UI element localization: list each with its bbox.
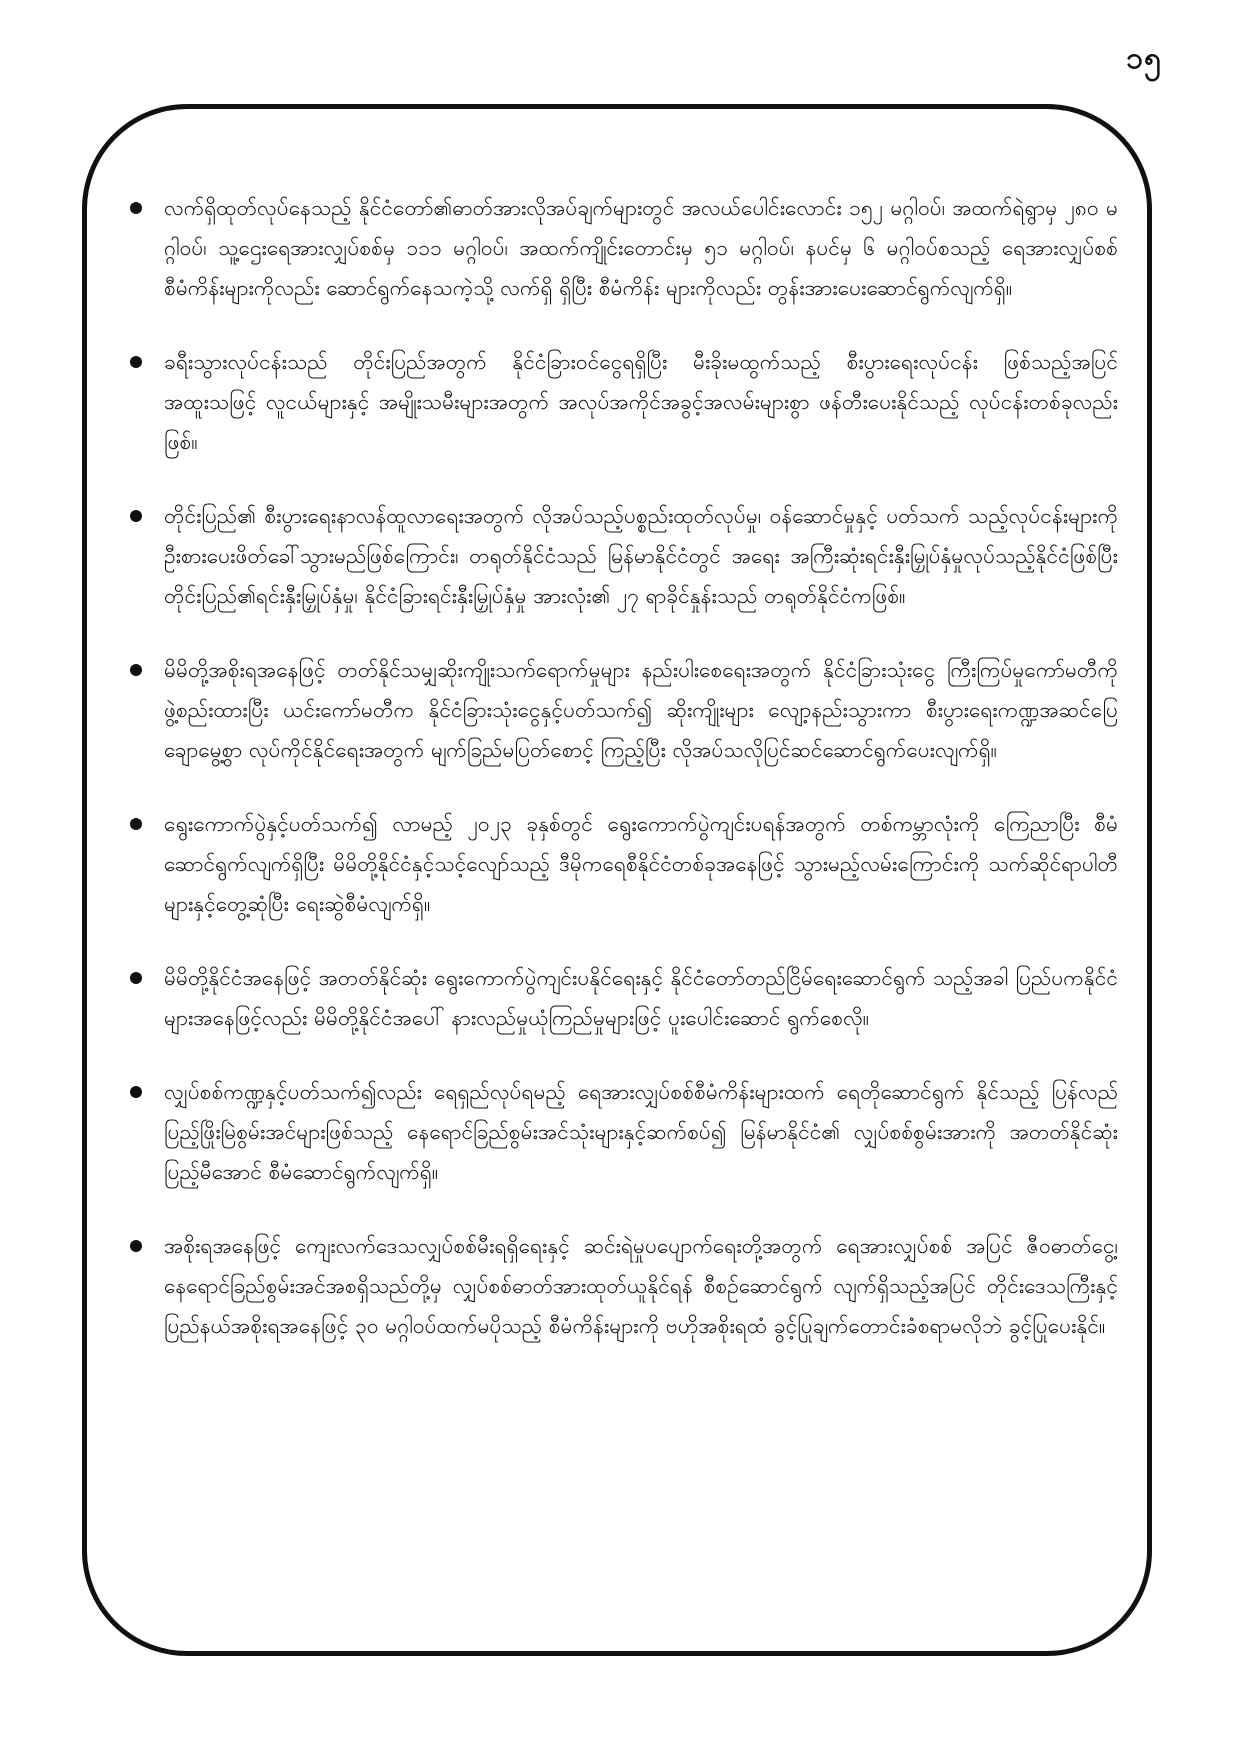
list-item-text: အစိုးရအနေဖြင့် ကျေးလက်ဒေသလျှပ်စစ်မီးရရှိရေးနှင့် ဆင်းရဲမှုပပျောက်ရေးတို့အတွက် ရေအားလျှပ်စစ် အပြင် ဇီဝဓာတ်ငွေ့၊ နေရောင်ခြည်စွမ်းအင်အစရှိသည်တို့မှ လျှပ်စစ်ဓာတ်အားထုတ်ယူနိုင်ရန် စီစဉ်ဆောင်ရွက် လျက်ရှိသည့်အပြင် တိုင်းဒေသကြီးနှင့် ပြည်နယ်အစိုးရအနေဖြင့် ၃၀ မဂ္ဂါဝပ်ထက်မပိုသည့် စီမံကိန်းများကို ဗဟိုအစိုးရထံ ခွင့်ပြုချက်တောင်းခံစရာမလိုဘဲ ခွင့်ပြုပေးနိုင်။ xyxy=(164,1234,1118,1338)
bullet-list xyxy=(128,188,1118,1380)
list-item xyxy=(128,1226,1118,1346)
list-item-text: တိုင်းပြည်၏ စီးပွားရေးနာလန်ထူလာရေးအတွက် လိုအပ်သည့်ပစ္စည်းထုတ်လုပ်မှု၊ ဝန်ဆောင်မှုနှင့် ပတ်သက် သည့်လုပ်ငန်းများကို ဦးစားပေးဖိတ်ခေါ်သွားမည်ဖြစ်ကြောင်း၊ တရုတ်နိုင်ငံသည် မြန်မာနိုင်ငံတွင် အရေး အကြီးဆုံးရင်းနှီးမြှုပ်နှံမှုလုပ်သည့်နိုင်ငံဖြစ်ပြီး တိုင်းပြည်၏ရင်းနှီးမြှုပ်နှံမှု၊ နိုင်ငံခြားရင်းနှီးမြှုပ်နှံမှု အားလုံး၏ ၂၇ ရာခိုင်နှုန်းသည် တရုတ်နိုင်ငံကဖြစ်။ xyxy=(164,504,1118,608)
list-item xyxy=(128,650,1118,770)
page-number: ၁၅ xyxy=(1126,41,1162,76)
list-item-text: မိမိတို့နိုင်ငံအနေဖြင့် အတတ်နိုင်ဆုံး ရွေးကောက်ပွဲကျင်းပနိုင်ရေးနှင့် နိုင်ငံတော်တည်ငြိမ်ရေးဆောင်ရွက် သည့်အခါ ပြည်ပကနိုင်ငံများအနေဖြင့်လည်း မိမိတို့နိုင်ငံအပေါ် နားလည်မှုယုံကြည်မှုများဖြင့် ပူးပေါင်းဆောင် ရွက်စေလို။ xyxy=(164,966,1118,1030)
bullet-dot-icon xyxy=(130,664,142,676)
list-item-text: လျှပ်စစ်ကဏ္ဍနှင့်ပတ်သက်၍လည်း ရေရှည်လုပ်ရမည့် ရေအားလျှပ်စစ်စီမံကိန်းများထက် ရေတိုဆောင်ရွက် နိုင်သည့် ပြန်လည်ပြည့်ဖြိုးမြဲစွမ်းအင်များဖြစ်သည့် နေရောင်ခြည်စွမ်းအင်သုံးများနှင့်ဆက်စပ်၍ မြန်မာနိုင်ငံ၏ လျှပ်စစ်စွမ်းအားကို အတတ်နိုင်ဆုံးပြည့်မီအောင် စီမံဆောင်ရွက်လျက်ရှိ။ xyxy=(164,1080,1118,1184)
list-item-text: ရွေးကောက်ပွဲနှင့်ပတ်သက်၍ လာမည့် ၂၀၂၃ ခုနှစ်တွင် ရွေးကောက်ပွဲကျင်းပရန်အတွက် တစ်ကမ္ဘာလုံးကို ကြေညာပြီး စီမံဆောင်ရွက်လျက်ရှိပြီး မိမိတို့နိုင်ငံနှင့်သင့်လျော်သည့် ဒီမိုကရေစီနိုင်ငံတစ်ခုအနေဖြင့် သွားမည့်လမ်းကြောင်းကို သက်ဆိုင်ရာပါတီများနှင့်တွေ့ဆုံပြီး ရေးဆွဲစီမံလျက်ရှိ။ xyxy=(164,812,1118,916)
list-item xyxy=(128,958,1118,1038)
list-item-text: လက်ရှိထုတ်လုပ်နေသည့် နိုင်ငံတော်၏ဓာတ်အားလိုအပ်ချက်များတွင် အလယ်ပေါင်းလောင်း ၁၅၂ မဂ္ဂါဝပ်၊ အထက်ရဲရွာမှ ၂၈၀ မဂ္ဂါဝပ်၊ သူ့ဌေးရေအားလျှပ်စစ်မှ ၁၁၁ မဂ္ဂါဝပ်၊ အထက်ကျိုင်းတောင်းမှ ၅၁ မဂ္ဂါဝပ်၊ နပင်မှ ၆ မဂ္ဂါဝပ်စသည့် ရေအားလျှပ်စစ်စီမံကိန်းများကိုလည်း ဆောင်ရွက်နေသကဲ့သို့ လက်ရှိ ရှိပြီး စီမံကိန်း များကိုလည်း တွန်းအားပေးဆောင်ရွက်လျက်ရှိ။ xyxy=(164,196,1118,300)
bullet-dot-icon xyxy=(130,202,142,214)
list-item-text: မိမိတို့အစိုးရအနေဖြင့် တတ်နိုင်သမျှဆိုးကျိုးသက်ရောက်မှုများ နည်းပါးစေရေးအတွက် နိုင်ငံခြားသုံးငွေ ကြီးကြပ်မှုကော်မတီကိုဖွဲ့စည်းထားပြီး ယင်းကော်မတီက နိုင်ငံခြားသုံးငွေနှင့်ပတ်သက်၍ ဆိုးကျိုးများ လျော့နည်းသွားကာ စီးပွားရေးကဏ္ဍအဆင်ပြေချောမွေ့စွာ လုပ်ကိုင်နိုင်ရေးအတွက် မျက်ခြည်မပြတ်စောင့် ကြည့်ပြီး လိုအပ်သလိုပြင်ဆင်ဆောင်ရွက်ပေးလျက်ရှိ။ xyxy=(164,658,1118,762)
bullet-dot-icon xyxy=(130,1086,142,1098)
bullet-dot-icon xyxy=(130,972,142,984)
list-item xyxy=(128,496,1118,616)
bullet-dot-icon xyxy=(130,818,142,830)
list-item xyxy=(128,342,1118,462)
bullet-dot-icon xyxy=(130,510,142,522)
bullet-dot-icon xyxy=(130,1240,142,1252)
list-item xyxy=(128,804,1118,924)
list-item-text: ခရီးသွားလုပ်ငန်းသည် တိုင်းပြည်အတွက် နိုင်ငံခြားဝင်ငွေရရှိပြီး မီးခိုးမထွက်သည့် စီးပွားရေးလုပ်ငန်း ဖြစ်သည့်အပြင် အထူးသဖြင့် လူငယ်များနှင့် အမျိုးသမီးများအတွက် အလုပ်အကိုင်အခွင့်အလမ်းများစွာ ဖန်တီးပေးနိုင်သည့် လုပ်ငန်းတစ်ခုလည်းဖြစ်။ xyxy=(164,350,1118,454)
bullet-dot-icon xyxy=(130,356,142,368)
list-item xyxy=(128,188,1118,308)
list-item xyxy=(128,1072,1118,1192)
